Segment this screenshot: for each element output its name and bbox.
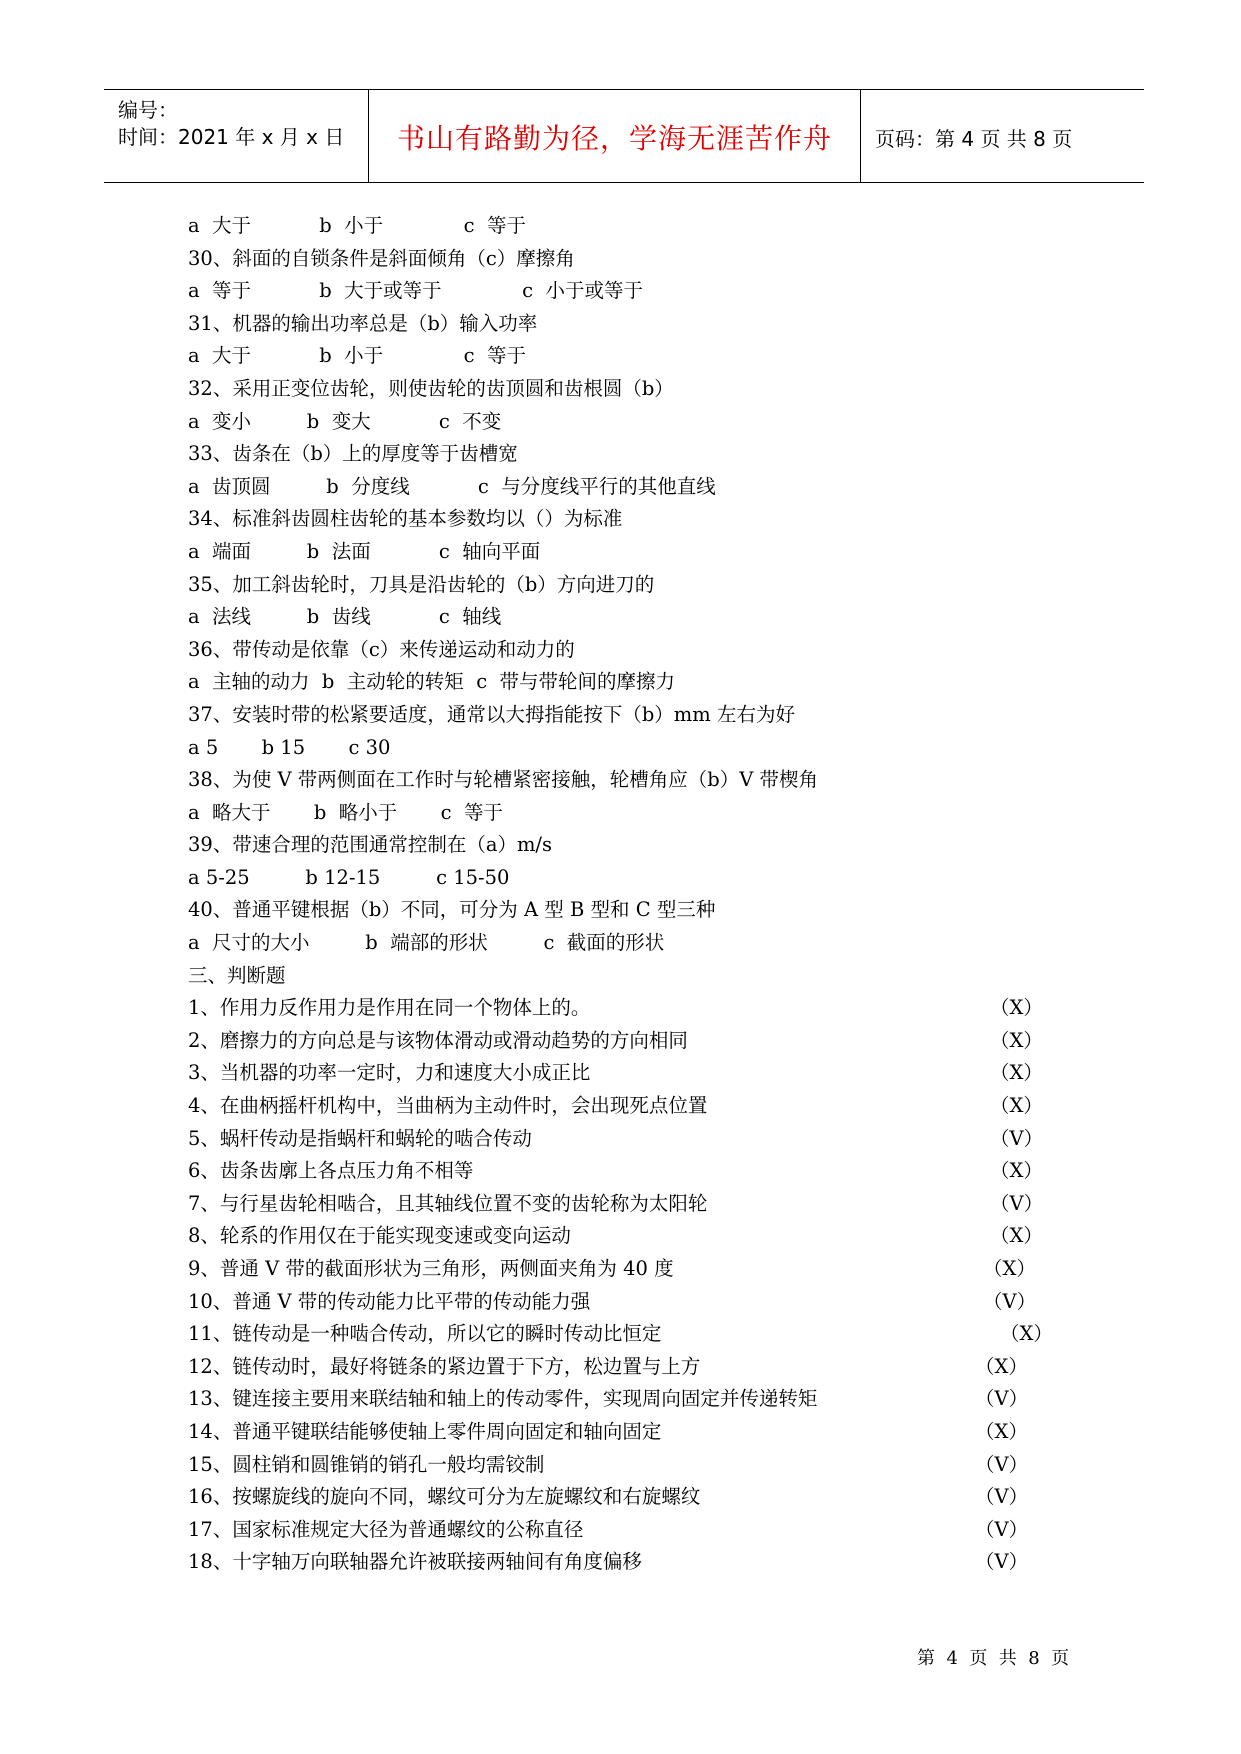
text-line: a 主轴的动力 b 主动轮的转矩 c 带与带轮间的摩擦力 bbox=[188, 670, 676, 694]
judgement-item bbox=[188, 1383, 1068, 1416]
judgement-answer: （V） bbox=[990, 1191, 1044, 1215]
judgement-item bbox=[188, 1253, 1068, 1286]
judgement-text: 10、普通 V 带的传动能力比平带的传动能力强 bbox=[188, 1289, 591, 1313]
judgement-text: 7、与行星齿轮相啮合，且其轴线位置不变的齿轮称为太阳轮 bbox=[188, 1191, 708, 1215]
text-line: 31、机器的输出功率总是（b）输入功率 bbox=[188, 311, 538, 335]
text-line: a 等于 b 大于或等于 c 小于或等于 bbox=[188, 279, 643, 303]
text-line: a 尺寸的大小 b 端部的形状 c 截面的形状 bbox=[188, 931, 665, 955]
judgement-text: 16、按螺旋线的旋向不同，螺纹可分为左旋螺纹和右旋螺纹 bbox=[188, 1485, 701, 1509]
text-line: a 大于 b 小于 c 等于 bbox=[188, 214, 526, 237]
text-line: 37、安装时带的松紧要适度，通常以大拇指能按下（b）mm 左右为好 bbox=[188, 702, 795, 726]
text-line: a 5-25 b 12-15 c 15-50 bbox=[188, 865, 510, 889]
judgement-item bbox=[188, 1286, 1068, 1319]
text-line: 40、普通平键根据（b）不同，可分为 A 型 B 型和 C 型三种 bbox=[188, 898, 716, 922]
judgement-text: 2、磨擦力的方向总是与该物体滑动或滑动趋势的方向相同 bbox=[188, 1028, 688, 1052]
judgement-text: 18、十字轴万向联轴器允许被联接两轴间有角度偏移 bbox=[188, 1550, 642, 1574]
judgement-answer: （V） bbox=[975, 1550, 1029, 1574]
judgement-item bbox=[188, 1481, 1068, 1514]
judgement-item bbox=[188, 1449, 1068, 1482]
judgement-answer: （X） bbox=[1000, 1322, 1053, 1346]
judgement-answer: （X） bbox=[975, 1354, 1028, 1378]
judgement-answer: （X） bbox=[975, 1419, 1028, 1443]
text-line: 36、带传动是依靠（c）来传递运动和动力的 bbox=[188, 637, 575, 661]
serial-number-label: 编号： bbox=[118, 98, 178, 122]
judgement-text: 11、链传动是一种啮合传动，所以它的瞬时传动比恒定 bbox=[188, 1322, 662, 1346]
time-label: 时间：2021 年 x 月 x 日 bbox=[118, 125, 345, 149]
text-line: a 大于 b 小于 c 等于 bbox=[188, 344, 526, 368]
question-content bbox=[188, 210, 1068, 1579]
judgement-answer: （X） bbox=[990, 1159, 1043, 1183]
judgement-answer: （V） bbox=[975, 1517, 1029, 1541]
judgement-text: 17、国家标准规定大径为普通螺纹的公称直径 bbox=[188, 1517, 584, 1541]
judgement-text: 14、普通平键联结能够使轴上零件周向固定和轴向固定 bbox=[188, 1419, 662, 1443]
text-line: 32、采用正变位齿轮，则使齿轮的齿顶圆和齿根圆（b） bbox=[188, 376, 674, 400]
judgement-item bbox=[188, 1123, 1068, 1156]
judgement-answer: （V） bbox=[975, 1387, 1029, 1411]
judgement-text: 8、轮系的作用仅在于能实现变速或变向运动 bbox=[188, 1224, 571, 1248]
judgement-item bbox=[188, 1220, 1068, 1253]
judgement-item bbox=[188, 1188, 1068, 1221]
text-line: a 5 b 15 c 30 bbox=[188, 735, 391, 759]
header-page-number: 页码：第 4 页 共 8 页 bbox=[875, 127, 1073, 151]
header-page-cell bbox=[861, 90, 1144, 182]
text-line: a 齿顶圆 b 分度线 c 与分度线平行的其他直线 bbox=[188, 474, 716, 498]
text-line: a 变小 b 变大 c 不变 bbox=[188, 409, 502, 433]
judgement-text: 4、在曲柄摇杆机构中，当曲柄为主动件时，会出现死点位置 bbox=[188, 1094, 708, 1118]
judgement-text: 1、作用力反作用力是作用在同一个物体上的。 bbox=[188, 996, 591, 1020]
judgement-item bbox=[188, 1351, 1068, 1384]
text-line: 35、加工斜齿轮时，刀具是沿齿轮的（b）方向进刀的 bbox=[188, 572, 655, 596]
judgement-item bbox=[188, 1090, 1068, 1123]
motto-text: 书山有路勤为径，学海无涯苦作舟 bbox=[396, 122, 832, 155]
judgement-text: 9、普通 V 带的截面形状为三角形，两侧面夹角为 40 度 bbox=[188, 1257, 674, 1280]
header-info-cell bbox=[104, 90, 368, 182]
judgement-answer: （X） bbox=[990, 1028, 1043, 1052]
judgement-answer: （X） bbox=[990, 1061, 1043, 1085]
judgement-text: 12、链传动时，最好将链条的紧边置于下方，松边置与上方 bbox=[188, 1354, 701, 1378]
judgement-answer: （X） bbox=[990, 1094, 1043, 1118]
page-header bbox=[104, 89, 1144, 183]
judgement-item bbox=[188, 1514, 1068, 1547]
judgement-answer: （X） bbox=[990, 1224, 1043, 1248]
judgement-text: 6、齿条齿廓上各点压力角不相等 bbox=[188, 1159, 474, 1183]
section-heading: 三、判断题 bbox=[188, 963, 286, 987]
judgement-item bbox=[188, 1025, 1068, 1058]
judgement-item bbox=[188, 1318, 1068, 1351]
text-line: 38、为使 V 带两侧面在工作时与轮槽紧密接触，轮槽角应（b）V 带楔角 bbox=[188, 768, 819, 792]
judgement-answer: （X） bbox=[990, 996, 1043, 1020]
judgement-answer: （V） bbox=[990, 1126, 1044, 1150]
judgement-item bbox=[188, 1416, 1068, 1449]
judgement-text: 13、键连接主要用来联结轴和轴上的传动零件，实现周向固定并传递转矩 bbox=[188, 1387, 818, 1411]
judgement-answer: （V） bbox=[983, 1289, 1037, 1313]
text-line: 34、标准斜齿圆柱齿轮的基本参数均以（）为标准 bbox=[188, 507, 623, 531]
judgement-answer: （V） bbox=[975, 1452, 1029, 1476]
page-footer: 第 4 页 共 8 页 bbox=[917, 1648, 1070, 1669]
text-line: a 法线 b 齿线 c 轴线 bbox=[188, 605, 502, 629]
judgement-answer: （X） bbox=[983, 1257, 1036, 1280]
judgement-item bbox=[188, 1155, 1068, 1188]
judgement-item bbox=[188, 1057, 1068, 1090]
judgement-text: 5、蜗杆传动是指蜗杆和蜗轮的啮合传动 bbox=[188, 1126, 532, 1150]
text-line: 39、带速合理的范围通常控制在（a）m/s bbox=[188, 833, 553, 857]
header-motto-cell bbox=[368, 90, 861, 182]
text-line: 30、斜面的自锁条件是斜面倾角（c）摩擦角 bbox=[188, 246, 575, 270]
judgement-text: 3、当机器的功率一定时，力和速度大小成正比 bbox=[188, 1061, 591, 1085]
text-line: a 端面 b 法面 c 轴向平面 bbox=[188, 539, 541, 563]
judgement-item bbox=[188, 1546, 1068, 1579]
judgement-text: 15、圆柱销和圆锥销的销孔一般均需铰制 bbox=[188, 1452, 545, 1476]
judgement-answer: （V） bbox=[975, 1485, 1029, 1509]
text-line: a 略大于 b 略小于 c 等于 bbox=[188, 800, 503, 824]
judgement-item bbox=[188, 992, 1068, 1025]
text-line: 33、齿条在（b）上的厚度等于齿槽宽 bbox=[188, 442, 518, 466]
